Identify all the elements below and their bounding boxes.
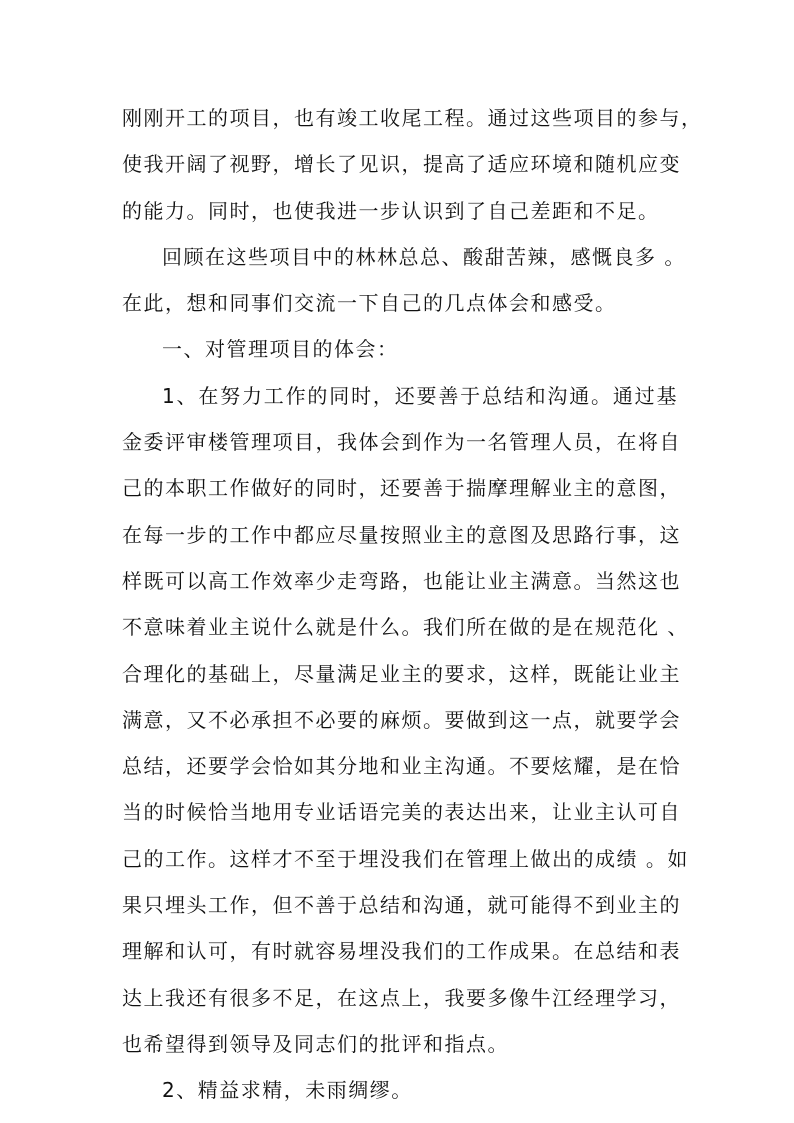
text-line: 理解和认可，有时就容易埋没我们的工作成果。在总结和表	[122, 939, 681, 964]
text-line: 在此，想和同事们交流一下自己的几点体会和感受。	[122, 291, 617, 316]
text-line: 当的时候恰当地用专业话语完美的表达出来，让业主认可自	[122, 800, 681, 825]
text-line: 的能力。同时，也使我进一步认识到了自己差距和不足。	[122, 198, 660, 223]
section-heading: 2、精益求精，未雨绸缪。	[162, 1078, 413, 1103]
text-line: 己的工作。这样才不至于埋没我们在管理上做出的成绩 。如	[122, 846, 689, 871]
text-line: 不意味着业主说什么就是什么。我们所在做的是在规范化 、	[122, 615, 689, 640]
text-line: 1、在努力工作的同时，还要善于总结和沟通。通过基	[162, 383, 678, 408]
text-line: 合理化的基础上，尽量满足业主的要求，这样，既能让业主	[122, 661, 681, 686]
text-line: 金委评审楼管理项目，我体会到作为一名管理人员，在将自	[122, 430, 681, 455]
text-line: 果只埋头工作，但不善于总结和沟通，就可能得不到业主的	[122, 893, 681, 918]
text-line: 使我开阔了视野，增长了见识，提高了适应环境和随机应变	[122, 152, 681, 177]
text-line: 己的本职工作做好的同时，还要善于揣摩理解业主的意图，	[122, 476, 681, 501]
text-line: 在每一步的工作中都应尽量按照业主的意图及思路行事，这	[122, 522, 681, 547]
section-heading: 一、对管理项目的体会：	[162, 337, 399, 362]
text-line: 回顾在这些项目中的林林总总、酸甜苦辣，感慨良多 。	[162, 244, 686, 269]
text-line: 样既可以高工作效率少走弯路，也能让业主满意。当然这也	[122, 568, 681, 593]
text-line: 也希望得到领导及同志们的批评和指点。	[122, 1031, 509, 1056]
text-line: 满意，又不必承担不必要的麻烦。要做到这一点，就要学会	[122, 707, 681, 732]
text-line: 达上我还有很多不足，在这点上，我要多像牛江经理学习，	[122, 985, 681, 1010]
document-body	[122, 95, 703, 1114]
text-line: 总结，还要学会恰如其分地和业主沟通。不要炫耀，是在恰	[122, 754, 681, 779]
text-line: 刚刚开工的项目，也有竣工收尾工程。通过这些项目的参与，	[122, 106, 703, 130]
